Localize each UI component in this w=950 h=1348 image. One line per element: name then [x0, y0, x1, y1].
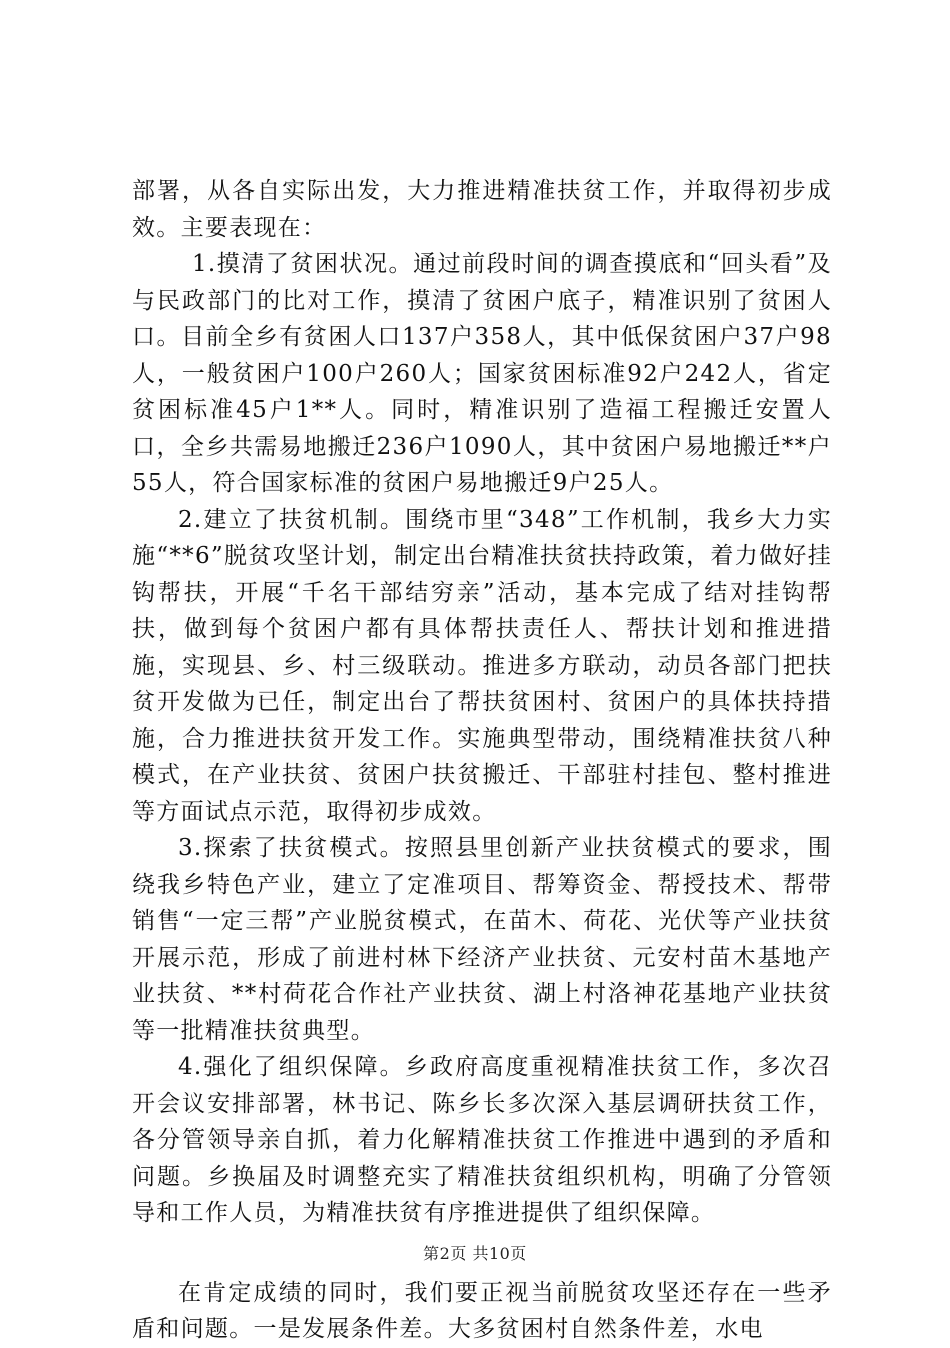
paragraph-item-4: 4.强化了组织保障。乡政府高度重视精准扶贫工作，多次召开会议安排部署，林书记、陈乡长多次深入基层调研扶贫工作，各分管领导亲自抓，着力化解精准扶贫工作推进中遇到的矛盾和问题。乡换届及时调整充实了精准扶贫组织机构，明确了分管领导和工作人员，为精准扶贫有序推进提供了组织保障。 [132, 1054, 832, 1226]
paragraph-problems: 在肯定成绩的同时，我们要正视当前脱贫攻坚还存在一些矛盾和问题。一是发展条件差。大多贫困村自然条件差，水电 [132, 1279, 832, 1342]
paragraph-item-1: 1.摸清了贫困状况。通过前段时间的调查摸底和“回头看”及与民政部门的比对工作，摸清了贫困户底子，精准识别了贫困人口。目前全乡有贫困人口137户358人，其中低保贫困户37户98人，一般贫困户100户260人；国家贫困标准92户242人，省定贫困标准45户1**人。同时，精准识别了造福工程搬迁安置人口，全乡共需易地搬迁236户1090人，其中贫困户易地搬迁**户55人，符合国家标准的贫困户易地搬迁9户25人。 [132, 251, 832, 496]
paragraph-item-2: 2.建立了扶贫机制。围绕市里“348”工作机制，我乡大力实施“**6”脱贫攻坚计划，制定出台精准扶贫扶持政策，着力做好挂钩帮扶，开展“千名干部结穷亲”活动，基本完成了结对挂钩帮扶，做到每个贫困户都有具体帮扶责任人、帮扶计划和推进措施，实现县、乡、村三级联动。推进多方联动，动员各部门把扶贫开发做为已任，制定出台了帮扶贫困村、贫困户的具体扶持措施，合力推进扶贫开发工作。实施典型带动，围绕精准扶贫八种模式，在产业扶贫、贫困户扶贫搬迁、干部驻村挂包、整村推进等方面试点示范，取得初步成效。 [132, 506, 832, 825]
document-body [132, 173, 832, 1348]
page-number: 第2页 共10页 [423, 1244, 527, 1263]
paragraph-intro: 部署，从各自实际出发，大力推进精准扶贫工作，并取得初步成效。主要表现在： [132, 178, 832, 241]
paragraph-item-3: 3.探索了扶贫模式。按照县里创新产业扶贫模式的要求，围绕我乡特色产业，建立了定准项目、帮筹资金、帮授技术、帮带销售“一定三帮”产业脱贫模式，在苗木、荷花、光伏等产业扶贫开展示范，形成了前进村林下经济产业扶贫、元安村苗木基地产业扶贫、**村荷花合作社产业扶贫、湖上村洛神花基地产业扶贫等一批精准扶贫典型。 [132, 835, 832, 1044]
